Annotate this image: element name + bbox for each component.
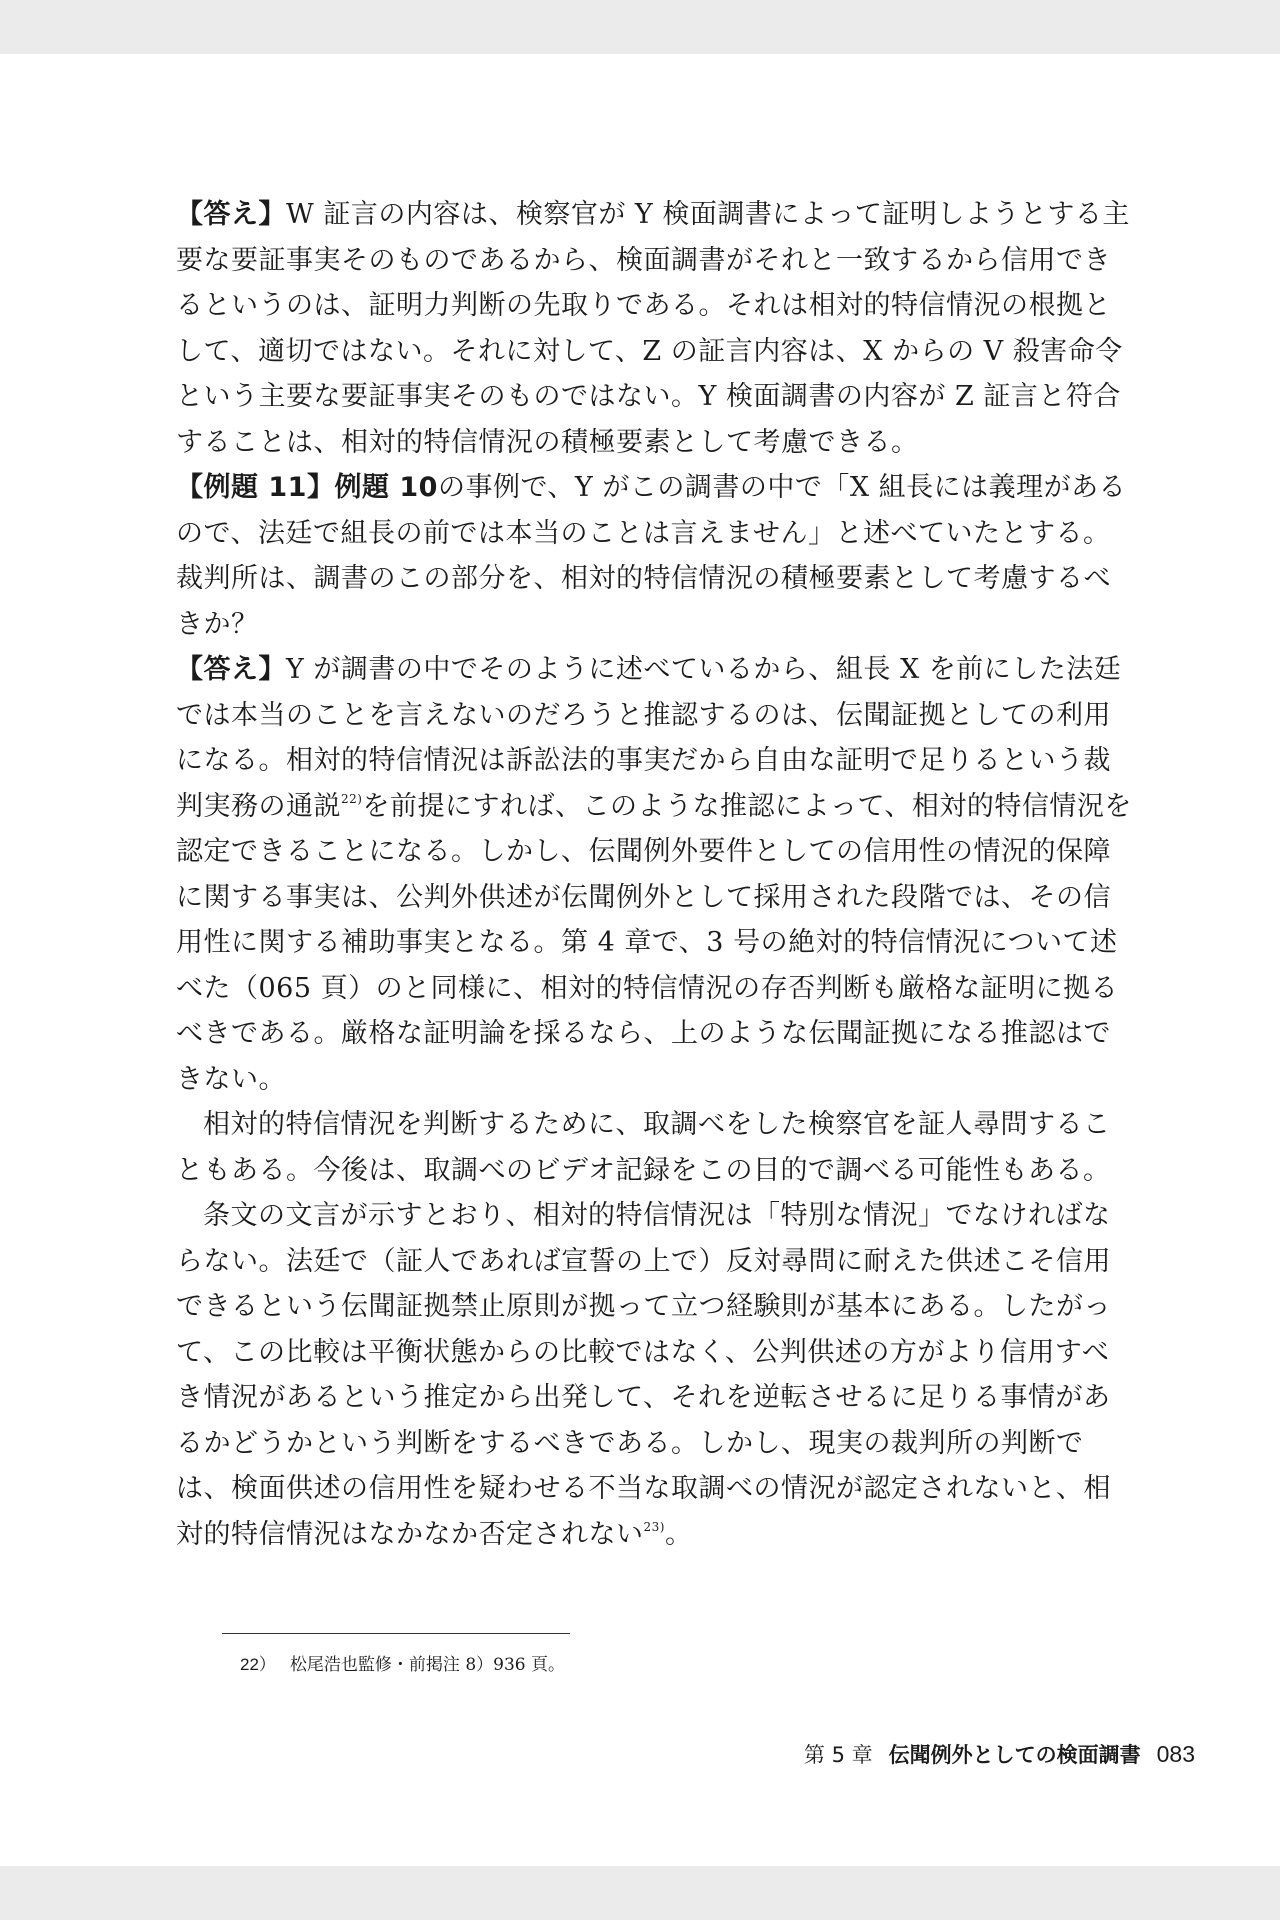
answer-text-continued: を前提にすれば、このような推認によって、相対的特信情況を認定できることになる。しかし、伝聞例外要件としての信用性の情況的保障に関する事実は、公判外供述が伝聞例外として採用された段階では、その信用性に関する補助事実となる。第 4 章で、3 号の絶対的特信情況について述べた（065 頁）のと同様に、相対的特信情況の存否判断も厳格な証明に拠るべきである。厳格な証明論を採るなら、上のような伝聞証拠になる推認はできない。: [176, 790, 1132, 1095]
running-footer: [804, 1739, 1195, 1770]
answer-text: W 証言の内容は、検察官が Y 検面調書によって証明しようとする主要な要証事実そのものであるから、検面調書がそれと一致するから信用できるというのは、証明力判断の先取りである。それは相対的特信情況の根拠として、適切ではない。それに対して、Z の証言内容は、X からの V 殺害命令という主要な要証事実そのものではない。Y 検面調書の内容が Z 証言と符合することは、相対的特信情況の積極要素として考慮できる。: [176, 199, 1130, 458]
example-11-paragraph: [176, 465, 1136, 647]
footnote-text: 松尾浩也監修・前掲注 8）936 頁。: [289, 1655, 565, 1675]
chapter-title: 伝聞例外としての検面調書: [888, 1743, 1141, 1767]
answer-paragraph-2: [176, 647, 1136, 1102]
body-paragraph: [176, 1102, 1136, 1193]
body-paragraph-text: 条文の文言が示すとおり、相対的特信情況は「特別な情況」でなければならない。法廷で（証人であれば宣誓の上で）反対尋問に耐えた供述こそ信用できるという伝聞証拠禁止原則が拠って立つ経験則が基本にある。したがって、この比較は平衡状態からの比較ではなく、公判供述の方がより信用すべき情況があるという推定から出発して、それを逆転させるに足りる事情があるかどうかという判断をするべきである。しかし、現実の裁判所の判断では、検面供述の信用性を疑わせる不当な取調べの情況が認定されないと、相対的特信情況はなかなか否定されない: [176, 1200, 1111, 1550]
footnote-ref-23[interactable]: 23): [643, 1519, 665, 1534]
answer-text: Y が調書の中でそのように述べているから、組長 X を前にした法廷では本当のことを言えないのだろうと推認するのは、伝聞証拠としての利用になる。相対的特信情況は訴訟法的事実だから自由な証明で足りるという裁判実務の通説: [176, 654, 1122, 822]
footnote-ref-22[interactable]: 22): [341, 791, 363, 806]
top-margin-band: [0, 0, 1280, 54]
answer-paragraph-1: [176, 192, 1136, 465]
body-paragraph: [176, 1193, 1136, 1557]
body-paragraph-text: 相対的特信情況を判断するために、取調べをした検察官を証人尋問することもある。今後は、取調べのビデオ記録をこの目的で調べる可能性もある。: [176, 1109, 1111, 1186]
example-label: 【例題 11】: [176, 472, 335, 503]
footnote-divider: [222, 1633, 570, 1634]
footnote-22: [240, 1652, 565, 1678]
example-ref: 例題 10: [334, 472, 438, 503]
body-text: [176, 192, 1136, 1557]
page-number: 083: [1156, 1741, 1195, 1767]
chapter-label: 第 5 章: [803, 1743, 873, 1767]
example-text: の事例で、Y がこの調書の中で「X 組長には義理があるので、法廷で組長の前では本当のことは言えません」と述べていたとする。裁判所は、調書のこの部分を、相対的特信情況の積極要素として考慮するべきか？: [176, 472, 1127, 640]
answer-label: 【答え】: [176, 199, 286, 230]
bottom-margin-band: [0, 1866, 1280, 1920]
body-paragraph-end: 。: [664, 1518, 693, 1550]
answer-label: 【答え】: [176, 654, 286, 685]
footnote-number: 22）: [240, 1655, 276, 1674]
